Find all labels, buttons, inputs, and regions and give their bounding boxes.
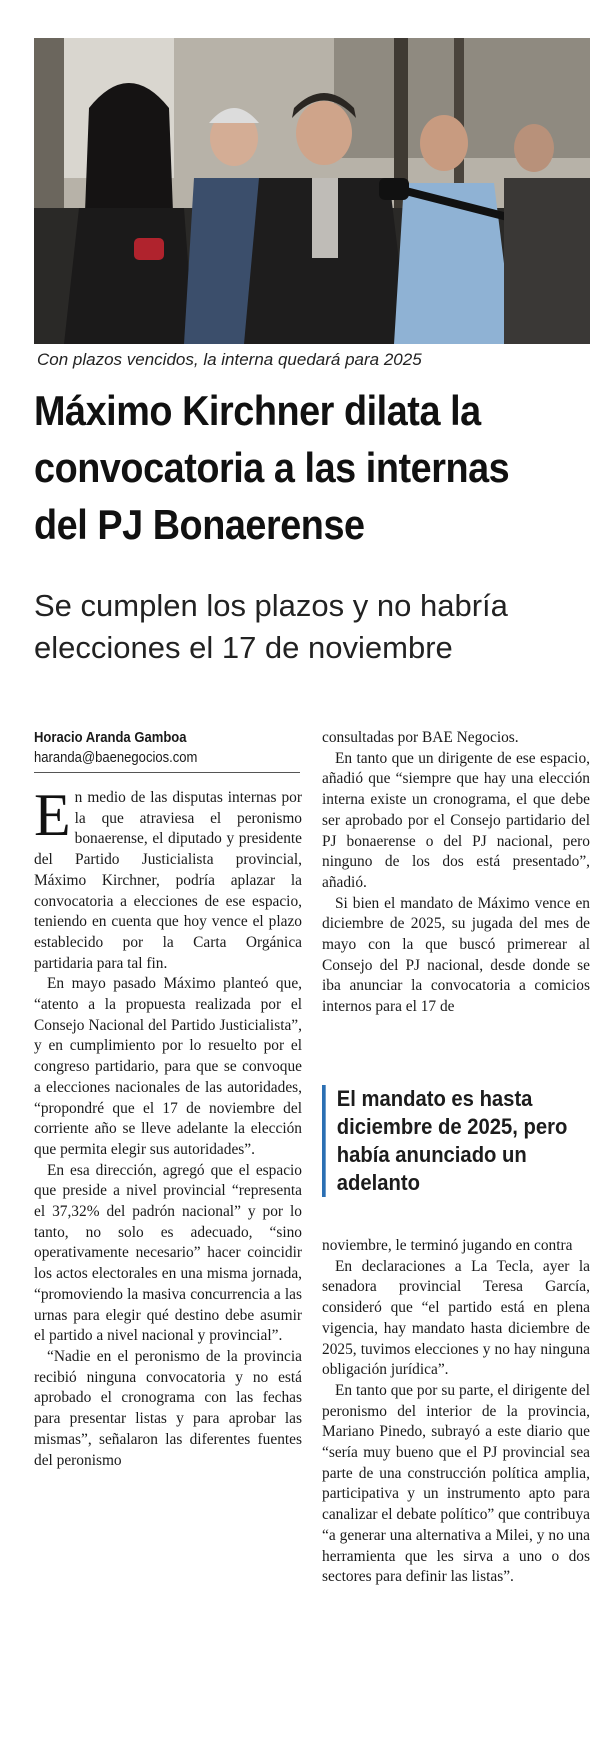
article-column-right-top <box>322 728 590 1018</box>
subhead-line: elecciones el 17 de noviembre <box>34 630 453 665</box>
headline <box>34 382 543 553</box>
author-email[interactable]: haranda@baenegocios.com <box>34 750 198 766</box>
subheadline <box>34 585 604 669</box>
author-divider <box>34 772 300 773</box>
article-paragraph: En mayo pasado Máximo planteó que, “atento a la propuesta realizada por el Consejo Nacional del Partido Justicialista”, y en cumplimiento por lo resuelto por el congreso partidario, para que se convoque a elecciones nacionales de las autoridades, “propondré que el 17 de noviembre del corriente año se lleve adelante la elección que permita elegir sus autoridades”. <box>34 975 302 1158</box>
subhead-line: Se cumplen los plazos y no habría <box>34 588 508 623</box>
article-paragraph: En tanto que por su parte, el dirigente del peronismo del interior de la provincia, Mariano Pinedo, subrayó a este diario que “sería muy bueno que el PJ provincial sea parte de una construcción política amplia, participativa y un instrumento apto para canalizar el debate político” que contribuya “a generar una alternativa a Milei, y no una herramienta que les sirva a uno o dos sectores para definir las listas”. <box>322 1381 590 1586</box>
headline-line: convocatoria a las internas <box>34 444 510 491</box>
headline-line: Máximo Kirchner dilata la <box>34 387 481 434</box>
author-name: Horacio Aranda Gamboa <box>34 730 187 746</box>
article-paragraph: “Nadie en el peronismo de la provincia recibió ninguna convocatoria y no está aprobado el cronograma con las fechas para presentar listas y para aprobar las mismas”, señalaron las diferentes fuentes del peronismo <box>34 1347 302 1469</box>
news-photo <box>34 38 590 344</box>
article-paragraph: En medio de las disputas internas por la que atraviesa el peronismo bonaerense, el diputado y presidente del Partido Justicialista provincial, Máximo Kirchner, podría aplazar la convocatoria a elecciones de ese espacio, teniendo en cuenta que hoy vence el plazo establecido por la Carta Orgánica partidaria para tal fin. <box>34 782 302 972</box>
article-column-right-bottom <box>322 1236 590 1588</box>
pull-quote: El mandato es hasta diciembre de 2025, pero había anunciado un adelanto <box>322 1085 578 1197</box>
headline-line: del PJ Bonaerense <box>34 501 365 548</box>
article-column-left <box>34 782 302 1471</box>
article-paragraph: consultadas por BAE Negocios. <box>322 729 519 746</box>
drop-cap: E <box>34 782 71 848</box>
article-paragraph: Si bien el mandato de Máximo vence en diciembre de 2025, su jugada del mes de mayo con la que buscó primerear al Consejo del PJ nacional, desde donde se iba anunciar la convocatoria a comicios internos para el 17 de <box>322 894 590 1016</box>
photo-caption: Con plazos vencidos, la interna quedará para 2025 <box>37 350 422 369</box>
article-paragraph: En declaraciones a La Tecla, ayer la senadora provincial Teresa García, consideró que “el partido está en plena vigencia, hay mandato hasta diciembre de 2025, tuvimos elecciones y no hay ninguna obligación jurídica”. <box>322 1257 590 1379</box>
article-paragraph: En tanto que un dirigente de ese espacio, añadió que “siempre que hay una elección interna existe un cronograma, el que debe ser aprobado por el Consejo partidario del PJ bonaerense o del PJ nacional, pero ninguno de los dos está presentado”, añadió. <box>322 749 590 891</box>
article-paragraph: En esa dirección, agregó que el espacio que preside a nivel provincial “representa el 37,32% del padrón nacional” y por lo tanto, no solo es adecuado, “sino operativamente necesario” hacer coincidir los actos electorales en una misma jornada, “promoviendo la masiva concurrencia a las urnas para elegir qué destino debe asumir el partido a nivel nacional y provincial”. <box>34 1161 302 1345</box>
article-paragraph: noviembre, le terminó jugando en contra <box>322 1237 573 1254</box>
